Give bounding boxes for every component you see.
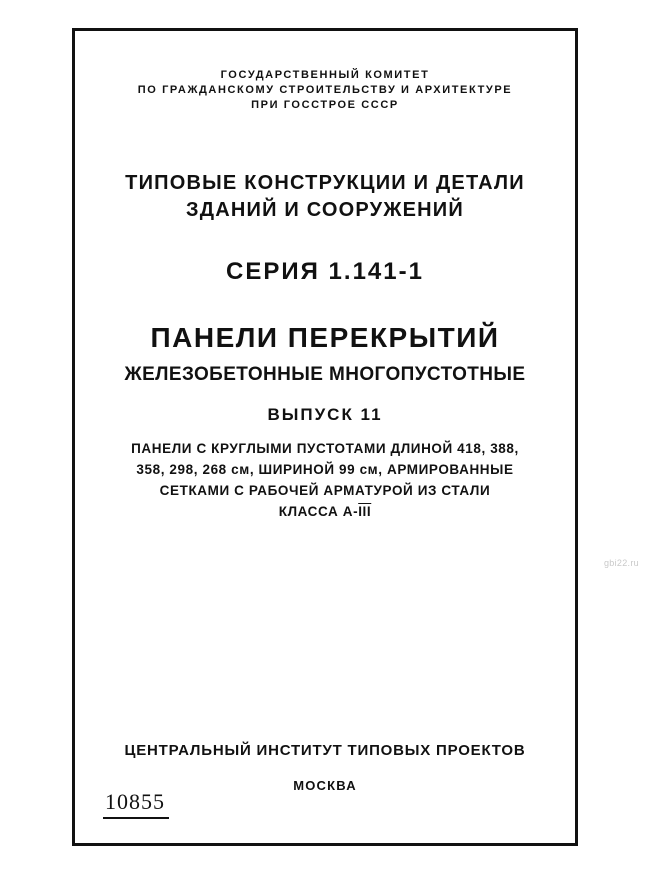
series-title-line-1: ТИПОВЫЕ КОНСТРУКЦИИ И ДЕТАЛИ	[125, 172, 525, 194]
description-line-1: ПАНЕЛИ С КРУГЛЫМИ ПУСТОТАМИ ДЛИНОЙ 418, 388,	[131, 441, 519, 456]
steel-class-value: $\overline{III}$	[358, 504, 372, 519]
organization-line-2: ПО ГРАЖДАНСКОМУ СТРОИТЕЛЬСТВУ И АРХИТЕКТУРЕ	[137, 84, 513, 96]
stamp-number: 10855	[103, 789, 169, 819]
description-line-2: 358, 298, 268 см, ШИРИНОЙ 99 см, АРМИРОВАННЫЕ	[136, 462, 514, 477]
steel-class-label: КЛАССА А-	[278, 504, 359, 519]
organization-block	[72, 68, 578, 113]
watermark-text: gbi22.ru	[604, 558, 639, 568]
series-title-block	[72, 170, 578, 224]
page-subtitle: ЖЕЛЕЗОБЕТОННЫЕ МНОГОПУСТОТНЫЕ	[124, 364, 526, 385]
page-border-frame	[72, 28, 578, 846]
series-title-line-2: ЗДАНИЙ И СООРУЖЕНИЙ	[186, 199, 464, 221]
city-name: МОСКВА	[293, 778, 357, 793]
description-block	[92, 438, 558, 522]
description-line-4	[92, 501, 558, 522]
organization-line-3: ПРИ ГОССТРОЕ СССР	[251, 99, 399, 111]
issue-number: ВЫПУСК 11	[267, 405, 383, 424]
description-line-3: СЕТКАМИ С РАБОЧЕЙ АРМАТУРОЙ ИЗ СТАЛИ	[159, 483, 491, 498]
series-number: СЕРИЯ 1.141-1	[226, 258, 424, 285]
organization-line-1: ГОСУДАРСТВЕННЫЙ КОМИТЕТ	[220, 69, 430, 81]
page-title: ПАНЕЛИ ПЕРЕКРЫТИЙ	[150, 322, 500, 353]
institute-name: ЦЕНТРАЛЬНЫЙ ИНСТИТУТ ТИПОВЫХ ПРОЕКТОВ	[124, 742, 526, 759]
